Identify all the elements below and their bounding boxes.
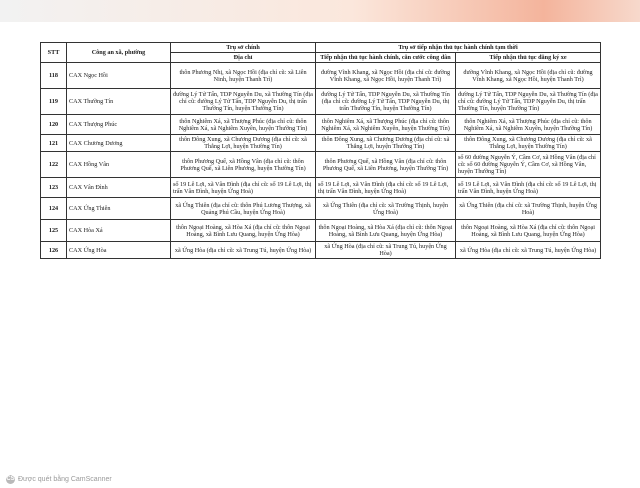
table-row	[41, 242, 601, 259]
row-vehicle-address: đường Lý Tử Tấn, TDP Nguyễn Du, xã Thường Tín (địa chỉ cũ: đường Lý Tử Tấn, TDP Nguyễn Du, thị trấn Thường Tín, huyện Thường Tín)	[456, 89, 601, 115]
row-unit-name: CAX Ngọc Hồi	[67, 63, 171, 89]
row-vehicle-address: số 60 đường Nguyễn Ý, Cầm Cơ, xã Hồng Vân (địa chỉ cũ: số 60 đường Nguyễn Ý, Cầm Cơ, xã Hồng Vân, huyện Thường Tín)	[456, 152, 601, 178]
row-hq-address: thôn Ngoại Hoàng, xã Hòa Xá (địa chỉ cũ: thôn Ngoại Hoàng, xã Bình Lưu Quang, huyện Ứng Hòa)	[171, 220, 316, 242]
row-citizen-id-address: thôn Nghiêm Xá, xã Thượng Phúc (địa chỉ cũ: thôn Nghiêm Xá, xã Nghiêm Xuyên, huyện Thường Tín)	[316, 115, 456, 135]
table-row	[41, 152, 601, 178]
row-vehicle-address: xã Ứng Thiên (địa chỉ cũ: xã Trường Thịnh, huyện Ứng Hoà)	[456, 198, 601, 220]
row-unit-name: CAX Vân Đình	[67, 178, 171, 198]
row-hq-address: thôn Phương Quế, xã Hồng Vân (địa chỉ cũ: thôn Phương Quế, xã Liên Phương, huyện Thường Tín)	[171, 152, 316, 178]
row-hq-address: thôn Đông Xung, xã Chương Dương (địa chỉ cũ: xã Thắng Lợi, huyện Thường Tín)	[171, 135, 316, 152]
row-unit-name: CAX Ứng Hòa	[67, 242, 171, 259]
row-citizen-id-address: số 19 Lê Lợi, xã Vân Đình (địa chỉ cũ: số 19 Lê Lợi, thị trấn Vân Đình, huyện Ứng Hoà)	[316, 178, 456, 198]
row-vehicle-address: xã Ứng Hòa (địa chỉ cũ: xã Trung Tú, huyện Ứng Hòa)	[456, 242, 601, 259]
row-hq-address: thôn Phương Nhị, xã Ngọc Hồi (địa chỉ cũ: xã Liên Ninh, huyện Thanh Trì)	[171, 63, 316, 89]
row-citizen-id-address: thôn Ngoại Hoàng, xã Hòa Xá (địa chỉ cũ: thôn Ngoại Hoàng, xã Bình Lưu Quang, huyện Ứng Hòa)	[316, 220, 456, 242]
row-unit-name: CAX Ứng Thiên	[67, 198, 171, 220]
watermark-text: Được quét bằng CamScanner	[18, 476, 112, 483]
row-citizen-id-address: xã Ứng Hòa (địa chỉ cũ: xã Trung Tú, huyện Ứng Hòa)	[316, 242, 456, 259]
table-row	[41, 135, 601, 152]
row-vehicle-address: đường Vĩnh Khang, xã Ngọc Hồi (địa chỉ cũ: đường Vĩnh Khang, xã Ngọc Hồi, huyện Thanh Trì)	[456, 63, 601, 89]
row-citizen-id-address: đường Lý Tử Tấn, TDP Nguyễn Du, xã Thường Tín (địa chỉ cũ: đường Lý Tử Tấn, TDP Nguyễn Du, thị trấn Thường Tín, huyện Thường Tín)	[316, 89, 456, 115]
row-stt: 120	[41, 115, 67, 135]
header-row-1	[41, 43, 601, 53]
row-vehicle-address: thôn Đông Xung, xã Chương Dương (địa chỉ cũ: xã Thắng Lợi, huyện Thường Tín)	[456, 135, 601, 152]
table-row	[41, 63, 601, 89]
camscanner-icon: CS	[6, 476, 15, 482]
row-stt: 125	[41, 220, 67, 242]
table-row	[41, 220, 601, 242]
row-citizen-id-address: thôn Đông Xung, xã Chương Dương (địa chỉ cũ: xã Thắng Lợi, huyện Thường Tín)	[316, 135, 456, 152]
row-stt: 124	[41, 198, 67, 220]
row-hq-address: thôn Nghiêm Xá, xã Thượng Phúc (địa chỉ cũ: thôn Nghiêm Xá, xã Nghiêm Xuyên, huyện Thường Tín)	[171, 115, 316, 135]
row-unit-name: CAX Hòa Xá	[67, 220, 171, 242]
row-stt: 118	[41, 63, 67, 89]
row-hq-address: xã Ứng Hòa (địa chỉ cũ: xã Trung Tú, huyện Ứng Hòa)	[171, 242, 316, 259]
row-stt: 121	[41, 135, 67, 152]
row-hq-address: xã Ứng Thiên (địa chỉ cũ: thôn Phú Lương Thượng, xã Quảng Phú Cầu, huyện Ứng Hoà)	[171, 198, 316, 220]
row-stt: 126	[41, 242, 67, 259]
row-hq-address: số 19 Lê Lợi, xã Vân Đình (địa chỉ cũ: số 19 Lê Lợi, thị trấn Vân Đình, huyện Ứng Hoà)	[171, 178, 316, 198]
row-hq-address: đường Lý Tử Tấn, TDP Nguyễn Du, xã Thường Tín (địa chỉ cũ: đường Lý Tử Tấn, TDP Nguyễn Du, thị trấn Thường Tín, huyện Thường Tín)	[171, 89, 316, 115]
row-citizen-id-address: thôn Phương Quế, xã Hồng Vân (địa chỉ cũ: thôn Phương Quế, xã Liên Phương, huyện Thường Tín)	[316, 152, 456, 178]
header-citizen-id: Tiếp nhận thủ tục hành chính, căn cước công dân	[316, 53, 456, 63]
scan-top-edge	[0, 0, 640, 22]
table-row	[41, 178, 601, 198]
police-stations-table	[40, 42, 601, 259]
table-row	[41, 89, 601, 115]
header-unit: Công an xã, phường	[67, 43, 171, 63]
row-citizen-id-address: đường Vĩnh Khang, xã Ngọc Hồi (địa chỉ cũ: đường Vĩnh Khang, xã Ngọc Hồi, huyện Thanh Trì)	[316, 63, 456, 89]
scanner-watermark	[6, 475, 112, 484]
table-row	[41, 198, 601, 220]
row-vehicle-address: thôn Ngoại Hoàng, xã Hòa Xá (địa chỉ cũ: thôn Ngoại Hoàng, xã Bình Lưu Quang, huyện Ứng Hòa)	[456, 220, 601, 242]
row-citizen-id-address: xã Ứng Thiên (địa chỉ cũ: xã Trường Thịnh, huyện Ứng Hoà)	[316, 198, 456, 220]
row-vehicle-address: thôn Nghiêm Xá, xã Thượng Phúc (địa chỉ cũ: thôn Nghiêm Xá, xã Nghiêm Xuyên, huyện Thường Tín)	[456, 115, 601, 135]
header-reception-group: Trụ sở tiếp nhận thủ tục hành chính tạm thời	[316, 43, 601, 53]
row-unit-name: CAX Hồng Vân	[67, 152, 171, 178]
row-unit-name: CAX Thượng Phúc	[67, 115, 171, 135]
row-vehicle-address: số 19 Lê Lợi, xã Vân Đình (địa chỉ cũ: số 19 Lê Lợi, thị trấn Vân Đình, huyện Ứng Hoà)	[456, 178, 601, 198]
header-hq-address: Địa chỉ	[171, 53, 316, 63]
row-stt: 119	[41, 89, 67, 115]
header-stt: STT	[41, 43, 67, 63]
row-unit-name: CAX Thường Tín	[67, 89, 171, 115]
header-vehicle-reg: Tiếp nhận thủ tục đăng ký xe	[456, 53, 601, 63]
row-stt: 123	[41, 178, 67, 198]
row-unit-name: CAX Chương Dương	[67, 135, 171, 152]
row-stt: 122	[41, 152, 67, 178]
table-row	[41, 115, 601, 135]
header-hq-group: Trụ sở chính	[171, 43, 316, 53]
